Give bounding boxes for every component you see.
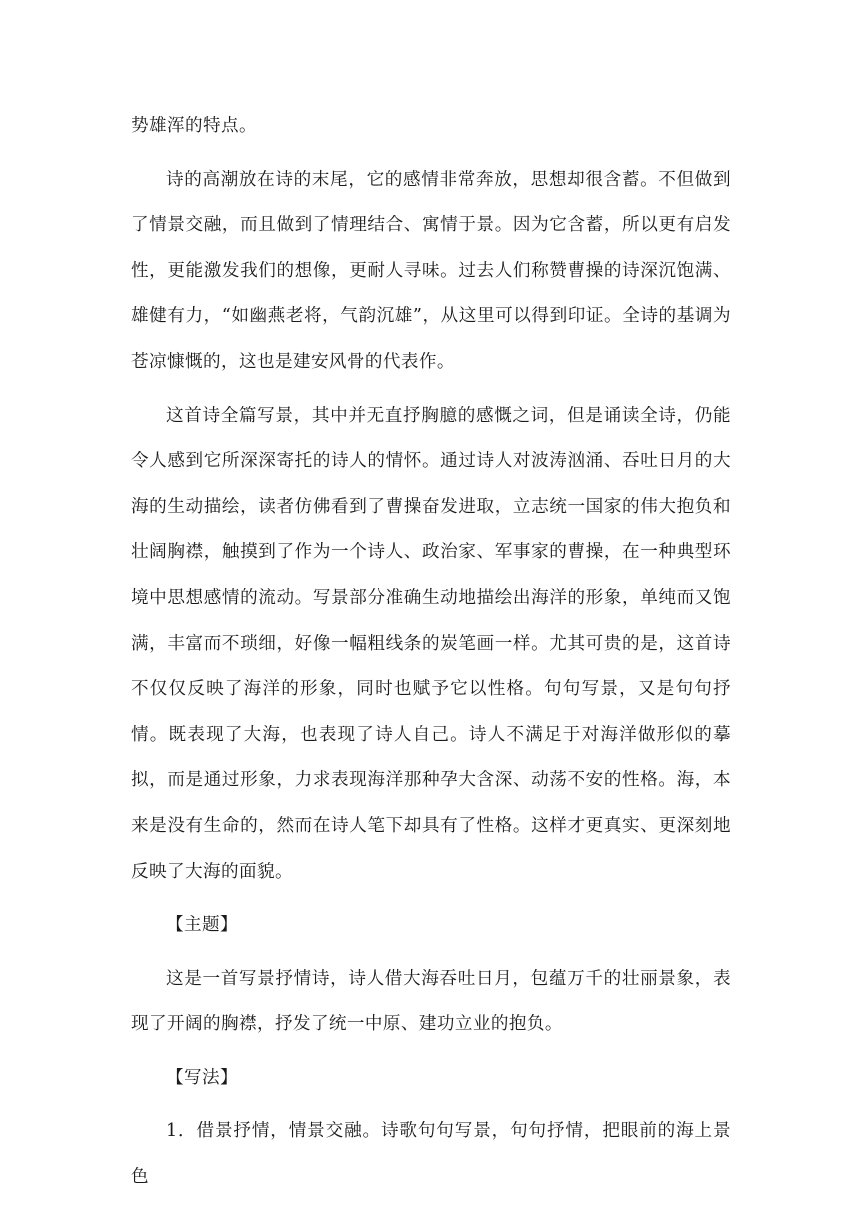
paragraph-method-1: 1．借景抒情，情景交融。诗歌句句写景，句句抒情，把眼前的海上景色 bbox=[131, 1121, 731, 1188]
paragraph-climax: 诗的高潮放在诗的末尾，它的感情非常奔放，思想却很含蓄。不但做到了情景交融，而且做到了情理结合、寓情于景。因为它含蓄，所以更有启发性，更能激发我们的想像，更耐人寻味。过去人们称赞曹操的诗深沉饱满、雄健有力，“如幽燕老将，气韵沉雄”，从这里可以得到印证。全诗的基调为苍凉慷慨的，这也是建安风骨的代表作。 bbox=[131, 169, 731, 372]
heading-method: 【写法】 bbox=[166, 1067, 238, 1088]
document-page bbox=[131, 104, 731, 1209]
paragraph-theme: 这是一首写景抒情诗，诗人借大海吞吐日月，包蕴万千的壮丽景象，表现了开阔的胸襟，抒发了统一中原、建功立业的抱负。 bbox=[131, 968, 731, 1035]
paragraph-scenery: 这首诗全篇写景，其中并无直抒胸臆的感慨之词，但是诵读全诗，仍能令人感到它所深深寄托的诗人的情怀。通过诗人对波涛汹涌、吞吐日月的大海的生动描绘，读者仿佛看到了曹操奋发进取，立志统一国家的伟大抱负和壮阔胸襟，触摸到了作为一个诗人、政治家、军事家的曹操，在一种典型环境中思想感情的流动。写景部分准确生动地描绘出海洋的形象，单纯而又饱满，丰富而不琐细，好像一幅粗线条的炭笔画一样。尤其可贵的是，这首诗不仅仅反映了海洋的形象，同时也赋予它以性格。句句写景，又是句句抒情。既表现了大海，也表现了诗人自己。诗人不满足于对海洋做形似的摹拟，而是通过形象，力求表现海洋那种孕大含深、动荡不安的性格。海，本来是没有生命的，然而在诗人笔下却具有了性格。这样才更真实、更深刻地反映了大海的面貌。 bbox=[131, 405, 731, 882]
paragraph-continuation: 势雄浑的特点。 bbox=[131, 116, 257, 136]
heading-theme: 【主题】 bbox=[166, 915, 238, 936]
